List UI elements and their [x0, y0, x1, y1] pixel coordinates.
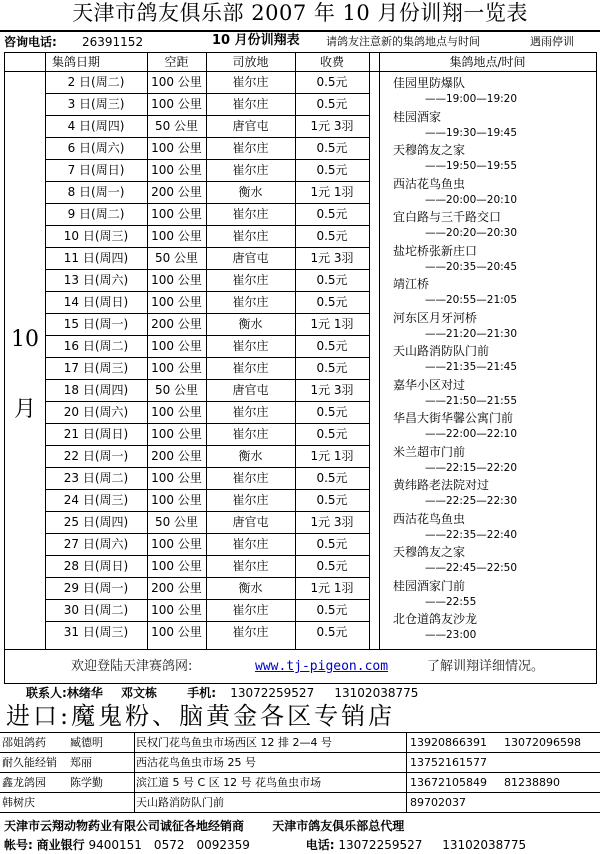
row-release-site: 崔尔庄	[232, 537, 269, 551]
row-date: 13 日(周六)	[63, 273, 129, 287]
row-distance: 100 公里	[151, 339, 202, 353]
row-distance: 100 公里	[151, 141, 202, 155]
row-date: 4 日(周四)	[67, 119, 125, 133]
row-distance: 100 公里	[151, 361, 202, 375]
row-distance: 100 公里	[151, 163, 202, 177]
row-distance: 100 公里	[151, 625, 202, 639]
collection-time: ——21:35—21:45	[425, 361, 518, 373]
collection-time: ——19:30—19:45	[425, 126, 518, 139]
row-date: 18 日(周四)	[63, 383, 129, 397]
collection-place: 靖江桥	[393, 277, 430, 291]
row-fee: 1元 1羽	[310, 317, 354, 331]
website-notice	[5, 649, 596, 685]
collection-place: 北仓道鸽友沙龙	[393, 612, 478, 626]
footer-company-line	[4, 817, 404, 835]
collection-place: 天穆鸽友之家	[393, 143, 466, 157]
dealer-name: 鑫龙鸽园	[2, 776, 46, 789]
row-distance: 200 公里	[151, 185, 202, 199]
row-distance: 100 公里	[151, 75, 202, 89]
inquiry-label: 咨询电话:	[4, 35, 57, 49]
row-fee: 1元 3羽	[310, 251, 354, 265]
collection-place: 华昌大街华馨公寓门前	[393, 411, 514, 425]
row-fee: 0.5元	[316, 273, 348, 287]
row-release-site: 衡水	[238, 185, 263, 199]
account-label: 帐号:	[4, 838, 33, 852]
dealer-contact: 郑丽	[70, 756, 92, 769]
row-release-site: 衡水	[238, 449, 263, 463]
training-schedule-table	[4, 52, 597, 684]
row-distance: 50 公里	[154, 515, 199, 529]
collection-time: ——22:35—22:40	[425, 528, 518, 541]
row-fee: 0.5元	[316, 559, 348, 573]
row-release-site: 崔尔庄	[232, 97, 269, 111]
row-date: 25 日(周四)	[63, 515, 129, 529]
row-fee: 1元 1羽	[310, 581, 354, 595]
dealer-row	[0, 773, 600, 793]
collection-time: ——19:00—19:20	[425, 93, 518, 105]
row-date: 17 日(周三)	[63, 361, 129, 375]
contact-person-2: 邓文栋	[121, 686, 158, 700]
row-release-site: 崔尔庄	[232, 361, 269, 375]
collection-notice: 请鸽友注意新的集鸽地点与时间	[326, 35, 480, 48]
row-date: 30 日(周二)	[63, 603, 129, 617]
website-link[interactable]: www.tj-pigeon.com	[255, 659, 389, 674]
grid-line	[134, 733, 135, 813]
collection-time: ——20:20—20:30	[425, 227, 518, 239]
row-release-site: 崔尔庄	[232, 603, 269, 617]
footer-account-line	[4, 836, 526, 854]
row-release-site: 崔尔庄	[232, 141, 269, 155]
collection-place: 宜白路与三千路交口	[393, 210, 502, 224]
collection-time: ——20:55—21:05	[425, 294, 518, 306]
collection-place: 盐坨桥张新庄口	[393, 243, 478, 258]
row-fee: 0.5元	[316, 603, 348, 617]
dealer-contact: 陈学勤	[70, 776, 103, 789]
dealer-row	[0, 753, 600, 773]
row-fee: 0.5元	[316, 97, 348, 111]
collection-time: ——22:00—22:10	[425, 428, 518, 440]
month-number: 10	[11, 327, 39, 352]
grid-line	[369, 53, 370, 649]
collection-time: ——21:50—21:55	[425, 394, 518, 407]
row-release-site: 崔尔庄	[232, 207, 269, 221]
row-date: 10 日(周三)	[63, 229, 129, 243]
row-fee: 0.5元	[316, 361, 348, 375]
row-release-site: 衡水	[238, 317, 263, 331]
row-date: 16 日(周二)	[63, 339, 129, 353]
row-date: 31 日(周三)	[63, 625, 129, 639]
row-date: 28 日(周日)	[63, 559, 129, 573]
collection-time: ——22:15—22:20	[425, 461, 518, 474]
header-collection: 集鸽地点/时间	[449, 55, 526, 69]
row-release-site: 唐官屯	[232, 383, 269, 397]
row-distance: 100 公里	[151, 405, 202, 419]
row-fee: 0.5元	[316, 427, 348, 441]
row-fee: 0.5元	[316, 405, 348, 419]
row-distance: 100 公里	[151, 471, 202, 485]
header-distance: 空距	[164, 55, 189, 69]
collection-time: ——23:00	[425, 629, 477, 641]
collection-time: ——22:45—22:50	[425, 562, 518, 574]
row-release-site: 崔尔庄	[232, 229, 269, 243]
row-fee: 0.5元	[316, 207, 348, 221]
dealer-name: 耐久能经销	[2, 756, 57, 769]
bank-name: 商业银行	[36, 838, 85, 852]
row-distance: 50 公里	[154, 251, 199, 265]
dealer-phone-1: 13752161577	[410, 756, 487, 769]
row-release-site: 崔尔庄	[232, 163, 269, 177]
footer-phone-2: 13102038775	[442, 838, 527, 852]
row-distance: 100 公里	[151, 493, 202, 507]
collection-place: 桂园酒家门前	[393, 578, 466, 593]
collection-place: 西沽花鸟鱼虫	[393, 176, 466, 191]
agent-name: 天津市鸽友俱乐部总代理	[272, 819, 405, 833]
row-release-site: 崔尔庄	[232, 559, 269, 573]
row-fee: 1元 3羽	[310, 515, 354, 529]
dealer-row	[0, 733, 600, 753]
row-release-site: 崔尔庄	[232, 75, 269, 89]
row-date: 6 日(周六)	[67, 141, 125, 155]
collection-place: 米兰超市门前	[393, 444, 466, 459]
row-date: 20 日(周六)	[63, 405, 129, 419]
collection-place: 河东区月牙河桥	[393, 310, 478, 325]
row-date: 27 日(周六)	[63, 537, 129, 551]
row-distance: 100 公里	[151, 559, 202, 573]
row-release-site: 崔尔庄	[232, 625, 269, 639]
rain-notice: 遇雨停训	[530, 35, 574, 48]
row-distance: 200 公里	[151, 449, 202, 463]
welcome-text: 欢迎登陆天津赛鸽网:	[71, 659, 193, 674]
contact-person-1: 林绪华	[66, 686, 103, 700]
row-fee: 1元 3羽	[310, 383, 354, 397]
dealer-address: 滨江道 5 号 C 区 12 号 花鸟鱼虫市场	[136, 776, 322, 789]
row-fee: 1元 1羽	[310, 185, 354, 199]
collection-time: ——19:50—19:55	[425, 160, 518, 172]
row-date: 7 日(周日)	[67, 163, 125, 177]
collection-time: ——21:20—21:30	[425, 327, 518, 340]
account-number: 9400151 0572 0092359	[88, 838, 250, 852]
collection-time: ——20:00—20:10	[425, 193, 518, 206]
row-fee: 0.5元	[316, 229, 348, 243]
row-date: 15 日(周一)	[63, 317, 129, 331]
collection-time: ——20:35—20:45	[425, 260, 518, 273]
dealer-contact: 臧德明	[70, 736, 103, 749]
mobile-2: 13102038775	[334, 686, 419, 700]
schedule-subtitle: 10 月份训翔表	[212, 33, 300, 48]
dealer-row	[0, 793, 600, 813]
dealer-address: 西沽花鸟鱼虫市场 25 号	[136, 756, 256, 769]
company-name: 天津市云翔动物药业有限公司诚征各地经销商	[4, 819, 245, 833]
dealer-phone-1: 89702037	[410, 796, 466, 809]
row-release-site: 唐官屯	[232, 515, 269, 529]
row-date: 8 日(周一)	[67, 185, 125, 199]
grid-line	[406, 733, 407, 813]
row-release-site: 衡水	[238, 581, 263, 595]
row-fee: 0.5元	[316, 625, 348, 639]
welcome-suffix: 了解训翔详细情况。	[427, 659, 545, 674]
row-distance: 100 公里	[151, 273, 202, 287]
row-date: 2 日(周二)	[67, 75, 125, 89]
row-fee: 0.5元	[316, 163, 348, 177]
collection-place: 天穆鸽友之家	[393, 545, 466, 559]
row-release-site: 唐官屯	[232, 251, 269, 265]
row-release-site: 崔尔庄	[232, 427, 269, 441]
row-fee: 1元 1羽	[310, 449, 354, 463]
row-distance: 100 公里	[151, 603, 202, 617]
row-distance: 200 公里	[151, 317, 202, 331]
row-date: 22 日(周一)	[63, 449, 129, 463]
mobile-1: 13072259527	[230, 686, 315, 700]
collection-place: 桂园酒家	[393, 109, 442, 124]
dealer-phone-2: 13072096598	[504, 736, 581, 749]
dealer-phone-1: 13672105849	[410, 776, 487, 789]
collection-place: 天山路消防队门前	[393, 344, 490, 358]
dealer-banner: 进口:魔鬼粉、脑黄金各区专销店	[6, 702, 396, 730]
dealer-name: 邵姐鸽药	[2, 736, 46, 749]
header-date: 集鸽日期	[51, 55, 100, 69]
row-fee: 0.5元	[316, 295, 348, 309]
row-distance: 100 公里	[151, 295, 202, 309]
collection-time: ——22:25—22:30	[425, 495, 518, 507]
contact-label: 联系人:	[26, 686, 67, 700]
grid-line	[379, 53, 380, 649]
dealer-address: 民权门花鸟鱼虫市场西区 12 排 2—4 号	[136, 736, 332, 749]
inquiry-phone: 26391152	[82, 35, 144, 49]
row-date: 9 日(周二)	[67, 207, 125, 221]
row-fee: 0.5元	[316, 141, 348, 155]
collection-place: 嘉华小区对过	[393, 377, 466, 392]
row-release-site: 崔尔庄	[232, 339, 269, 353]
row-date: 14 日(周日)	[63, 295, 129, 309]
row-fee: 0.5元	[316, 537, 348, 551]
row-release-site: 崔尔庄	[232, 405, 269, 419]
footer-phone-1: 13072259527	[338, 838, 423, 852]
row-fee: 0.5元	[316, 493, 348, 507]
row-date: 29 日(周一)	[63, 581, 129, 595]
row-date: 24 日(周三)	[63, 493, 129, 507]
row-date: 21 日(周日)	[63, 427, 129, 441]
row-distance: 100 公里	[151, 97, 202, 111]
collection-place: 西沽花鸟鱼虫	[393, 511, 466, 526]
row-fee: 0.5元	[316, 471, 348, 485]
row-fee: 0.5元	[316, 75, 348, 89]
row-fee: 0.5元	[316, 339, 348, 353]
collection-place: 黄纬路老法院对过	[393, 478, 490, 492]
row-distance: 100 公里	[151, 229, 202, 243]
row-distance: 50 公里	[154, 119, 199, 133]
collection-place: 佳园里防爆队	[393, 76, 466, 90]
row-distance: 50 公里	[154, 383, 199, 397]
row-release-site: 崔尔庄	[232, 493, 269, 507]
collection-time: ——22:55	[425, 595, 477, 608]
row-date: 11 日(周四)	[63, 251, 129, 265]
row-release-site: 崔尔庄	[232, 471, 269, 485]
row-distance: 100 公里	[151, 207, 202, 221]
row-distance: 100 公里	[151, 427, 202, 441]
row-distance: 200 公里	[151, 581, 202, 595]
row-date: 23 日(周二)	[63, 471, 129, 485]
row-date: 3 日(周三)	[67, 97, 125, 111]
month-char: 月	[13, 397, 36, 422]
row-distance: 100 公里	[151, 537, 202, 551]
dealer-phone-1: 13920866391	[410, 736, 487, 749]
row-release-site: 唐官屯	[232, 119, 269, 133]
row-fee: 1元 3羽	[310, 119, 354, 133]
dealer-phone-2: 81238890	[504, 776, 560, 789]
row-release-site: 崔尔庄	[232, 295, 269, 309]
title-underline	[0, 30, 600, 32]
header-fee: 收费	[319, 55, 344, 69]
dealer-name: 韩树庆	[2, 796, 35, 809]
mobile-label: 手机:	[187, 686, 217, 700]
row-release-site: 崔尔庄	[232, 273, 269, 287]
footer-phone-label: 电话:	[305, 838, 335, 852]
dealer-address: 天山路消防队门前	[136, 796, 224, 809]
page-title: 天津市鸽友俱乐部 2007 年 10 月份训翔一览表	[72, 1, 528, 25]
header-release: 司放地	[232, 55, 269, 69]
